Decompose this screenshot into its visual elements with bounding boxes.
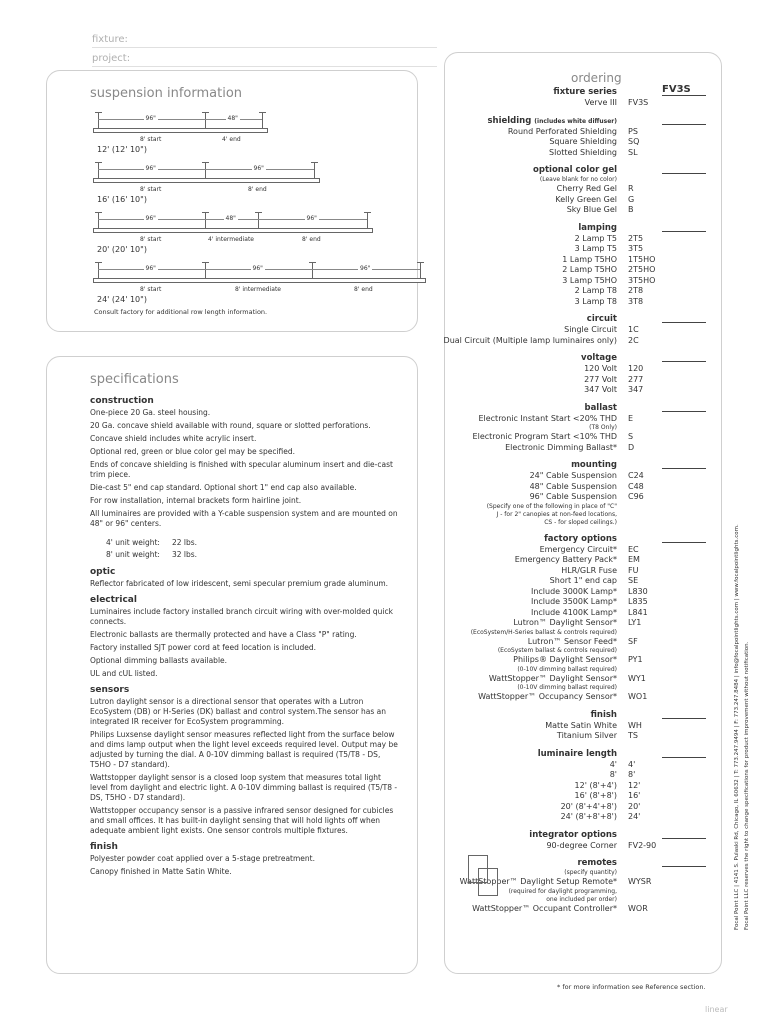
spec-paragraph: Wattstopper occupancy sensor is a passive infrared sensor designed for cubicles and small offices. It has built-in daylight sensing that will hold lights off when adequate ambient light exists. One sensor controls multiple fixtures. <box>90 806 394 835</box>
order-group-heading <box>444 830 617 840</box>
order-group-title: optional color gel <box>533 165 617 175</box>
order-code: PY1 <box>628 655 643 664</box>
order-option: 2 Lamp T5HO <box>562 265 617 274</box>
order-option: (0-10V dimming ballast required) <box>517 665 617 673</box>
order-code: 1C <box>628 325 639 334</box>
order-option: Philips® Daylight Sensor* <box>513 655 617 664</box>
order-option: (EcoSystem ballast & controls required) <box>497 647 617 654</box>
order-code: WYSR <box>628 877 652 886</box>
order-code: 2C <box>628 335 639 345</box>
order-option: 120 Volt <box>584 364 617 373</box>
order-group-heading <box>444 710 617 720</box>
section-label: 8' end <box>248 186 267 193</box>
order-option: 3 Lamp T5HO <box>562 275 617 285</box>
suspension-rod <box>205 262 206 278</box>
dimension-label: 96" <box>145 265 156 272</box>
order-option: 8' <box>609 770 617 779</box>
order-group-heading <box>444 749 617 759</box>
fixture-body <box>93 278 426 283</box>
order-code: WH <box>628 720 642 730</box>
order-code: L841 <box>628 607 648 617</box>
order-option: J - for 2" canopies at non-feed locations, <box>496 510 617 518</box>
order-option: Verve III <box>584 98 617 107</box>
spec-paragraph: Luminaires include factory installed branch circuit wiring with over-molded quick connects. <box>90 607 393 626</box>
spec-paragraph: Philips Luxsense daylight sensor measures reflected light from the surface below and dims lamp output when the light level exceeds required level. Output may be adjusted by turning the dial. A 0-10V dimming ballast is required (T5/T8 - DS, T5HO - D7 standard). <box>90 730 398 769</box>
order-code: B <box>628 205 634 214</box>
order-code: FV2-90 <box>628 840 657 850</box>
section-label: 8' intermediate <box>235 286 281 293</box>
order-code: SL <box>628 147 638 157</box>
order-code: C96 <box>628 492 644 501</box>
weight-key: 4' unit weight: <box>106 538 160 547</box>
order-blank-line <box>662 866 706 867</box>
ordering-code: FV3S <box>662 84 691 95</box>
ordering-title: ordering <box>571 71 622 85</box>
order-option: Cherry Red Gel <box>556 184 617 193</box>
order-group-heading <box>444 165 617 175</box>
dimension-label: 96" <box>145 115 156 122</box>
fixture-body <box>93 178 320 183</box>
order-option: HLR/GLR Fuse <box>561 565 617 575</box>
order-option: Kelly Green Gel <box>555 194 617 204</box>
order-code: FV3S <box>628 98 649 107</box>
order-code: 2T5HO <box>628 265 656 274</box>
order-option: 96" Cable Suspension <box>529 492 617 501</box>
order-code: 2T8 <box>628 286 644 295</box>
order-group-title: finish <box>590 709 617 720</box>
order-code: 12' <box>628 780 641 790</box>
order-code: 277 <box>628 374 644 384</box>
order-option: (0-10V dimming ballast required) <box>517 684 617 691</box>
order-option: 12' (8'+4') <box>574 780 617 790</box>
order-code: 20' <box>628 801 641 811</box>
section-label: 8' start <box>140 186 162 193</box>
order-group-title: integrator options <box>529 829 617 840</box>
spec-paragraph: All luminaires are provided with a Y-cable suspension system and are mounted on 48" or 96" centers. <box>90 509 398 528</box>
spec-paragraph: Optional dimming ballasts available. <box>90 656 228 665</box>
order-group-title: shielding <box>487 115 532 126</box>
order-code: L830 <box>628 586 648 596</box>
side-address: Focal Point LLC | 4141 S. Pulaski Rd, Chicago, IL 60632 | T: 773.247.9494 | F: 773.247.8484 | info@focalpointlights.com | www.focalpointlights.com. <box>734 524 740 930</box>
order-option: 48" Cable Suspension <box>529 481 617 491</box>
order-option: 16' (8'+8') <box>574 791 617 800</box>
spec-paragraph: UL and cUL listed. <box>90 669 158 678</box>
order-option: Emergency Circuit* <box>539 544 617 554</box>
order-code: C24 <box>628 471 644 480</box>
spec-paragraph: Polyester powder coat applied over a 5-stage pretreatment. <box>90 854 315 863</box>
dimension-label: 96" <box>253 165 264 172</box>
order-code: C48 <box>628 481 644 491</box>
order-option: 1 Lamp T5HO <box>562 254 617 264</box>
spec-paragraph: Wattstopper daylight sensor is a closed loop system that measures total light level from daylight and electric light. A 0-10V dimming ballast is required (T5/T8 - DS, T5HO - D7 standard). <box>90 773 398 802</box>
order-blank-line <box>662 468 706 469</box>
order-group-title: mounting <box>571 460 617 470</box>
order-option: 24" Cable Suspension <box>529 471 617 480</box>
suspension-rod <box>98 162 99 178</box>
fixture-label: fixture: <box>92 34 128 45</box>
order-group-heading <box>444 353 617 363</box>
spec-heading: sensors <box>90 685 130 695</box>
project-label: project: <box>92 53 131 64</box>
order-option: Include 4100K Lamp* <box>530 607 617 617</box>
spec-paragraph: Die-cast 5" end cap standard. Optional short 1" end cap also available. <box>90 483 357 492</box>
order-code: 16' <box>628 791 641 800</box>
spec-paragraph: Optional red, green or blue color gel may be specified. <box>90 447 296 456</box>
spec-paragraph: Concave shield includes white acrylic insert. <box>90 434 257 443</box>
spec-paragraph: 20 Ga. concave shield available with round, square or slotted perforations. <box>90 421 371 430</box>
fixture-body <box>93 228 373 233</box>
order-option: Electronic Instant Start <20% THD <box>478 413 617 423</box>
order-code: 4' <box>628 759 636 769</box>
order-option: 2 Lamp T8 <box>574 286 617 295</box>
order-option: 3 Lamp T5 <box>574 244 617 253</box>
order-group-title: voltage <box>581 353 617 363</box>
order-code: E <box>628 413 634 423</box>
dimension-label: 96" <box>145 165 156 172</box>
order-blank-line <box>662 322 706 323</box>
order-option: Sky Blue Gel <box>566 205 617 214</box>
section-label: 4' end <box>222 136 241 143</box>
suspension-rod <box>205 162 206 178</box>
order-option: Electronic Program Start <10% THD <box>472 432 617 441</box>
order-group-sub: (includes white diffuser) <box>534 117 617 125</box>
weight-value: 32 lbs. <box>172 550 198 559</box>
order-group-title: factory options <box>544 533 617 544</box>
order-blank-line <box>662 411 706 412</box>
spec-heading: electrical <box>90 595 137 605</box>
order-group-heading <box>444 460 617 470</box>
order-option: 2 Lamp T5 <box>574 233 617 243</box>
section-label: 8' start <box>140 136 162 143</box>
weight-row <box>106 549 400 561</box>
order-option: Emergency Battery Pack* <box>514 555 617 564</box>
order-option: (required for daylight programming, <box>508 887 617 895</box>
order-option: (EcoSystem/H-Series ballast & controls required) <box>470 628 617 636</box>
order-code: PS <box>628 126 638 136</box>
order-code: SE <box>628 576 639 585</box>
order-code: TS <box>628 731 638 740</box>
corner-box-b <box>478 868 498 896</box>
order-group-heading <box>444 403 617 413</box>
order-code: SF <box>628 636 638 646</box>
page-label: linear <box>705 1005 728 1014</box>
suspension-rod <box>258 212 259 228</box>
order-code: 3T5 <box>628 244 644 253</box>
row-length: 24' (24' 10") <box>97 295 147 304</box>
order-blank-line <box>662 95 706 96</box>
order-code: FU <box>628 565 639 575</box>
order-blank-line <box>662 542 706 543</box>
spec-paragraph: Canopy finished in Matte Satin White. <box>90 867 232 876</box>
order-option: Lutron™ Daylight Sensor* <box>513 618 617 627</box>
suspension-rod <box>367 212 368 228</box>
order-blank-line <box>662 838 706 839</box>
order-option: 3 Lamp T8 <box>574 296 617 306</box>
section-label: 8' start <box>140 236 162 243</box>
suspension-rod <box>205 112 206 128</box>
weights-table <box>106 537 400 561</box>
order-group-heading <box>444 223 617 233</box>
order-option: Short 1" end cap <box>549 576 617 585</box>
order-code: 1T5HO <box>628 254 656 264</box>
order-code: 2T5 <box>628 233 644 243</box>
order-code: WO1 <box>628 692 648 701</box>
project-line <box>92 66 437 67</box>
suspension-rod <box>98 262 99 278</box>
row-length: 20' (20' 10") <box>97 245 147 254</box>
dimension-label: 96" <box>145 215 156 222</box>
spec-paragraph: Factory installed SJT power cord at feed location is included. <box>90 643 317 652</box>
order-code: 3T5HO <box>628 275 656 285</box>
order-option: one included per order) <box>546 895 617 903</box>
specifications-body <box>90 390 400 880</box>
order-code: 347 <box>628 385 644 394</box>
order-group-title: circuit <box>586 314 617 324</box>
order-option: (T8 Only) <box>589 424 617 431</box>
order-option: Lutron™ Sensor Feed* <box>527 636 617 646</box>
row-length: 12' (12' 10") <box>97 145 147 154</box>
order-option: Dual Circuit (Multiple lamp luminaires only) <box>443 335 617 345</box>
order-option: Slotted Shielding <box>549 147 617 157</box>
order-option: Include 3500K Lamp* <box>530 597 617 606</box>
order-option: 347 Volt <box>584 385 617 394</box>
suspension-rod <box>312 262 313 278</box>
spec-paragraph: Lutron daylight sensor is a directional sensor that operates with a Lutron EcoSystem (DB) or H-Series (DK) ballast and control system.The sensor has an integrated IR receiver for EcoSystem programming. <box>90 697 387 726</box>
suspension-rod <box>205 212 206 228</box>
order-option: (Specify one of the following in place of "C" <box>486 502 617 510</box>
order-blank-line <box>662 361 706 362</box>
order-group-heading <box>444 534 617 544</box>
order-option: Include 3000K Lamp* <box>530 586 617 596</box>
order-option: 90-degree Corner <box>546 840 617 850</box>
fixture-line <box>92 47 437 48</box>
order-group-title: lamping <box>578 222 617 233</box>
order-code: R <box>628 184 634 193</box>
section-label: 8' end <box>302 236 321 243</box>
order-code: 120 <box>628 364 644 373</box>
order-option: Titanium Silver <box>556 731 617 740</box>
order-code: G <box>628 194 635 204</box>
dimension-label: 48" <box>225 215 236 222</box>
dimension-label: 96" <box>306 215 317 222</box>
order-group-heading <box>444 314 617 324</box>
weight-key: 8' unit weight: <box>106 550 160 559</box>
order-group-title: remotes <box>577 858 617 868</box>
order-option: CS - for sloped ceilings.) <box>544 518 617 526</box>
order-code: LY1 <box>628 618 642 627</box>
order-option: 277 Volt <box>584 374 617 384</box>
weight-value: 22 lbs. <box>172 538 198 547</box>
spec-paragraph: Electronic ballasts are thermally protected and have a Class "P" rating. <box>90 630 357 639</box>
suspension-rod <box>262 112 263 128</box>
order-note: (Leave blank for no color) <box>539 176 617 183</box>
section-label: 8' start <box>140 286 162 293</box>
suspension-rod <box>314 162 315 178</box>
ordering-footnote: * for more information see Reference section. <box>557 983 706 991</box>
order-code: WY1 <box>628 673 646 683</box>
section-label: 4' intermediate <box>208 236 254 243</box>
spec-paragraph: Ends of concave shielding is finished with specular aluminum insert and die-cast trim piece. <box>90 460 393 479</box>
order-option: WattStopper™ Daylight Setup Remote* <box>459 877 617 886</box>
order-group-title: luminaire length <box>537 748 617 759</box>
order-code: 8' <box>628 770 636 779</box>
order-option: 4' <box>609 759 617 769</box>
spec-heading: optic <box>90 567 116 577</box>
section-label: 8' end <box>354 286 373 293</box>
order-blank-line <box>662 173 706 174</box>
order-code: L835 <box>628 597 648 606</box>
order-code: D <box>628 442 635 452</box>
weight-row <box>106 537 400 549</box>
order-group-title: fixture series <box>553 87 617 97</box>
order-blank-line <box>662 757 706 758</box>
specifications-title: specifications <box>90 372 179 387</box>
order-code: EC <box>628 544 639 554</box>
dimension-label: 96" <box>360 265 371 272</box>
spec-paragraph: Reflector fabricated of low iridescent, semi specular premium grade aluminum. <box>90 579 389 588</box>
order-code: 3T8 <box>628 296 644 306</box>
order-code: S <box>628 432 634 441</box>
order-option: Matte Satin White <box>545 720 617 730</box>
suspension-rod <box>98 212 99 228</box>
order-group-title: ballast <box>584 402 617 413</box>
fixture-body <box>93 128 268 133</box>
order-blank-line <box>662 718 706 719</box>
order-blank-line <box>662 124 706 125</box>
dimension-label: 48" <box>227 115 238 122</box>
order-option: Square Shielding <box>549 137 617 146</box>
order-option: WattStopper™ Occupant Controller* <box>472 903 617 913</box>
order-option: WattStopper™ Daylight Sensor* <box>488 673 617 683</box>
order-option: Electronic Dimming Ballast* <box>505 442 617 452</box>
suspension-title: suspension information <box>90 86 243 101</box>
order-blank-line <box>662 231 706 232</box>
order-option: (specify quantity) <box>564 869 617 876</box>
order-code: EM <box>628 555 640 564</box>
suspension-note: Consult factory for additional row length information. <box>94 308 268 316</box>
spec-paragraph: For row installation, internal brackets form hairline joint. <box>90 496 302 505</box>
order-group-heading <box>444 87 617 97</box>
spec-paragraph: One-piece 20 Ga. steel housing. <box>90 408 211 417</box>
order-code: 24' <box>628 812 641 821</box>
spec-heading: construction <box>90 396 154 406</box>
order-code: WOR <box>628 903 648 913</box>
order-option: 24' (8'+8'+8') <box>560 812 617 821</box>
spec-heading: finish <box>90 842 118 852</box>
side-disclaimer: Focal Point LLC reserves the right to change specifications for product improvement without notification. <box>744 641 750 930</box>
order-option: Round Perforated Shielding <box>507 126 617 136</box>
dimension-label: 96" <box>252 265 263 272</box>
order-option: 20' (8'+4'+8') <box>560 801 617 811</box>
suspension-rod <box>420 262 421 278</box>
suspension-rod <box>98 112 99 128</box>
row-length: 16' (16' 10") <box>97 195 147 204</box>
order-group-heading <box>444 116 617 126</box>
order-code: SQ <box>628 137 640 146</box>
order-option: WattStopper™ Occupancy Sensor* <box>478 692 617 701</box>
order-option: Single Circuit <box>564 325 617 334</box>
